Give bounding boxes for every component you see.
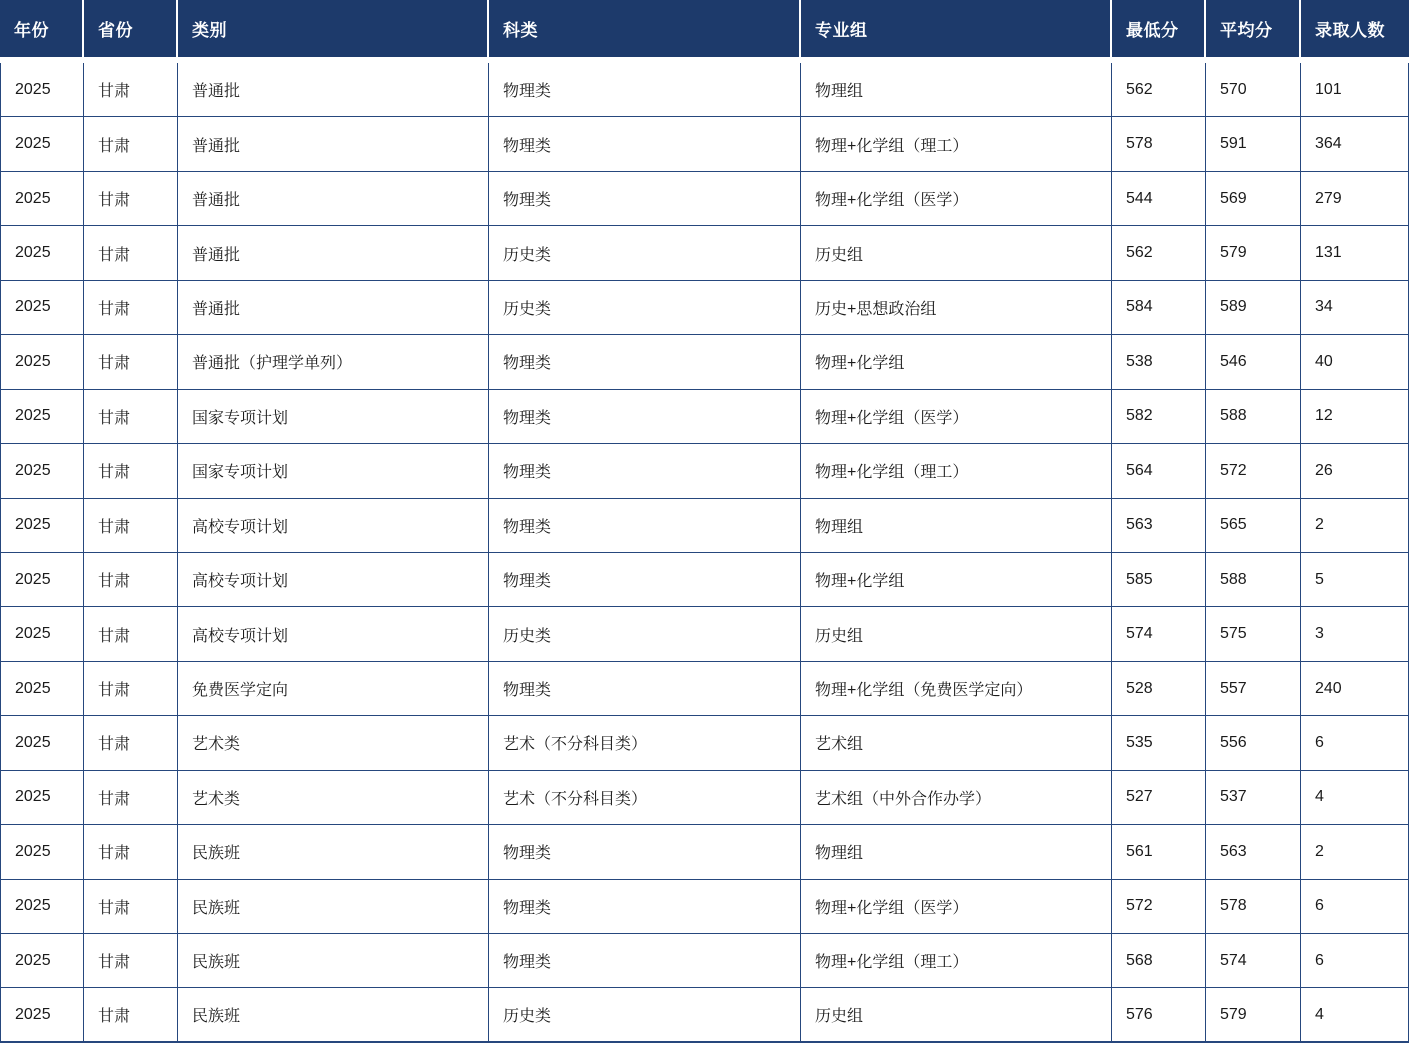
cell-admitted_count: 2	[1301, 499, 1409, 553]
cell-subject_type: 物理类	[489, 390, 801, 444]
cell-year: 2025	[0, 444, 84, 498]
cell-province: 甘肃	[84, 662, 178, 716]
table-row	[0, 499, 1409, 553]
cell-category: 普通批（护理学单列）	[178, 335, 489, 389]
cell-avg_score: 563	[1206, 825, 1301, 879]
cell-category: 普通批	[178, 226, 489, 280]
table-row	[0, 553, 1409, 607]
cell-admitted_count: 34	[1301, 281, 1409, 335]
cell-avg_score: 569	[1206, 172, 1301, 226]
cell-min_score: 544	[1112, 172, 1206, 226]
cell-subject_type: 艺术（不分科目类）	[489, 771, 801, 825]
cell-major_group: 物理+化学组（医学）	[801, 880, 1112, 934]
cell-admitted_count: 6	[1301, 934, 1409, 988]
cell-province: 甘肃	[84, 771, 178, 825]
cell-province: 甘肃	[84, 63, 178, 117]
cell-category: 高校专项计划	[178, 553, 489, 607]
cell-admitted_count: 40	[1301, 335, 1409, 389]
cell-major_group: 物理组	[801, 63, 1112, 117]
cell-year: 2025	[0, 226, 84, 280]
cell-major_group: 物理组	[801, 825, 1112, 879]
cell-subject_type: 历史类	[489, 281, 801, 335]
cell-subject_type: 物理类	[489, 172, 801, 226]
cell-year: 2025	[0, 825, 84, 879]
table-row	[0, 607, 1409, 661]
cell-subject_type: 历史类	[489, 988, 801, 1042]
cell-major_group: 物理+化学组	[801, 335, 1112, 389]
cell-admitted_count: 279	[1301, 172, 1409, 226]
cell-major_group: 历史组	[801, 226, 1112, 280]
cell-min_score: 576	[1112, 988, 1206, 1042]
cell-category: 民族班	[178, 825, 489, 879]
cell-category: 普通批	[178, 117, 489, 171]
cell-major_group: 艺术组	[801, 716, 1112, 770]
header-cell-province: 省份	[84, 0, 178, 57]
cell-min_score: 563	[1112, 499, 1206, 553]
cell-category: 民族班	[178, 934, 489, 988]
table-row	[0, 662, 1409, 716]
cell-subject_type: 物理类	[489, 335, 801, 389]
cell-year: 2025	[0, 607, 84, 661]
table-header-row	[0, 0, 1409, 57]
cell-subject_type: 物理类	[489, 934, 801, 988]
cell-admitted_count: 26	[1301, 444, 1409, 498]
cell-min_score: 528	[1112, 662, 1206, 716]
cell-province: 甘肃	[84, 553, 178, 607]
cell-admitted_count: 12	[1301, 390, 1409, 444]
cell-avg_score: 579	[1206, 988, 1301, 1042]
cell-major_group: 历史组	[801, 607, 1112, 661]
header-cell-category: 类别	[178, 0, 489, 57]
cell-avg_score: 557	[1206, 662, 1301, 716]
cell-major_group: 物理组	[801, 499, 1112, 553]
cell-year: 2025	[0, 880, 84, 934]
cell-admitted_count: 131	[1301, 226, 1409, 280]
table-row	[0, 988, 1409, 1042]
cell-major_group: 物理+化学组	[801, 553, 1112, 607]
cell-category: 民族班	[178, 880, 489, 934]
table-row	[0, 172, 1409, 226]
cell-subject_type: 物理类	[489, 444, 801, 498]
cell-avg_score: 572	[1206, 444, 1301, 498]
cell-province: 甘肃	[84, 934, 178, 988]
cell-major_group: 物理+化学组（医学）	[801, 172, 1112, 226]
table-row	[0, 880, 1409, 934]
cell-category: 国家专项计划	[178, 390, 489, 444]
cell-category: 普通批	[178, 281, 489, 335]
table-row	[0, 716, 1409, 770]
cell-province: 甘肃	[84, 390, 178, 444]
table-row	[0, 335, 1409, 389]
cell-min_score: 535	[1112, 716, 1206, 770]
cell-province: 甘肃	[84, 444, 178, 498]
cell-province: 甘肃	[84, 172, 178, 226]
cell-province: 甘肃	[84, 880, 178, 934]
cell-category: 国家专项计划	[178, 444, 489, 498]
cell-min_score: 568	[1112, 934, 1206, 988]
cell-subject_type: 物理类	[489, 117, 801, 171]
table-row	[0, 63, 1409, 117]
cell-avg_score: 537	[1206, 771, 1301, 825]
cell-min_score: 572	[1112, 880, 1206, 934]
cell-major_group: 物理+化学组（免费医学定向）	[801, 662, 1112, 716]
header-cell-subject_type: 科类	[489, 0, 801, 57]
cell-category: 免费医学定向	[178, 662, 489, 716]
cell-admitted_count: 364	[1301, 117, 1409, 171]
cell-province: 甘肃	[84, 117, 178, 171]
cell-year: 2025	[0, 662, 84, 716]
cell-major_group: 物理+化学组（理工）	[801, 934, 1112, 988]
cell-avg_score: 565	[1206, 499, 1301, 553]
cell-major_group: 物理+化学组（医学）	[801, 390, 1112, 444]
cell-subject_type: 物理类	[489, 499, 801, 553]
cell-major_group: 物理+化学组（理工）	[801, 117, 1112, 171]
cell-admitted_count: 5	[1301, 553, 1409, 607]
cell-category: 艺术类	[178, 771, 489, 825]
cell-year: 2025	[0, 499, 84, 553]
table-row	[0, 825, 1409, 879]
cell-category: 普通批	[178, 172, 489, 226]
cell-year: 2025	[0, 553, 84, 607]
cell-subject_type: 物理类	[489, 662, 801, 716]
cell-category: 高校专项计划	[178, 607, 489, 661]
cell-major_group: 艺术组（中外合作办学）	[801, 771, 1112, 825]
table-row	[0, 771, 1409, 825]
cell-min_score: 564	[1112, 444, 1206, 498]
cell-min_score: 585	[1112, 553, 1206, 607]
cell-avg_score: 546	[1206, 335, 1301, 389]
header-cell-year: 年份	[0, 0, 84, 57]
cell-avg_score: 570	[1206, 63, 1301, 117]
cell-avg_score: 575	[1206, 607, 1301, 661]
cell-avg_score: 578	[1206, 880, 1301, 934]
cell-avg_score: 574	[1206, 934, 1301, 988]
cell-major_group: 历史+思想政治组	[801, 281, 1112, 335]
cell-admitted_count: 4	[1301, 988, 1409, 1042]
cell-category: 高校专项计划	[178, 499, 489, 553]
cell-admitted_count: 3	[1301, 607, 1409, 661]
cell-avg_score: 591	[1206, 117, 1301, 171]
cell-year: 2025	[0, 172, 84, 226]
cell-year: 2025	[0, 281, 84, 335]
cell-province: 甘肃	[84, 335, 178, 389]
cell-category: 艺术类	[178, 716, 489, 770]
cell-avg_score: 588	[1206, 553, 1301, 607]
cell-category: 普通批	[178, 63, 489, 117]
cell-subject_type: 物理类	[489, 880, 801, 934]
cell-major_group: 历史组	[801, 988, 1112, 1042]
cell-avg_score: 556	[1206, 716, 1301, 770]
cell-subject_type: 历史类	[489, 607, 801, 661]
cell-min_score: 574	[1112, 607, 1206, 661]
table-row	[0, 117, 1409, 171]
cell-subject_type: 物理类	[489, 63, 801, 117]
table-row	[0, 281, 1409, 335]
cell-subject_type: 物理类	[489, 825, 801, 879]
header-cell-admitted_count: 录取人数	[1301, 0, 1409, 57]
table-body	[0, 63, 1409, 1043]
cell-min_score: 562	[1112, 63, 1206, 117]
cell-year: 2025	[0, 335, 84, 389]
cell-subject_type: 物理类	[489, 553, 801, 607]
header-cell-min_score: 最低分	[1112, 0, 1206, 57]
table-row	[0, 934, 1409, 988]
cell-year: 2025	[0, 771, 84, 825]
cell-admitted_count: 101	[1301, 63, 1409, 117]
cell-min_score: 527	[1112, 771, 1206, 825]
cell-min_score: 578	[1112, 117, 1206, 171]
cell-province: 甘肃	[84, 226, 178, 280]
cell-year: 2025	[0, 117, 84, 171]
table-row	[0, 444, 1409, 498]
cell-avg_score: 589	[1206, 281, 1301, 335]
cell-admitted_count: 6	[1301, 880, 1409, 934]
cell-province: 甘肃	[84, 281, 178, 335]
cell-year: 2025	[0, 988, 84, 1042]
cell-year: 2025	[0, 390, 84, 444]
cell-province: 甘肃	[84, 988, 178, 1042]
cell-subject_type: 历史类	[489, 226, 801, 280]
cell-min_score: 582	[1112, 390, 1206, 444]
table-row	[0, 390, 1409, 444]
cell-avg_score: 579	[1206, 226, 1301, 280]
cell-year: 2025	[0, 63, 84, 117]
cell-year: 2025	[0, 934, 84, 988]
cell-category: 民族班	[178, 988, 489, 1042]
header-cell-major_group: 专业组	[801, 0, 1112, 57]
cell-admitted_count: 2	[1301, 825, 1409, 879]
cell-min_score: 538	[1112, 335, 1206, 389]
cell-min_score: 584	[1112, 281, 1206, 335]
cell-province: 甘肃	[84, 716, 178, 770]
cell-subject_type: 艺术（不分科目类）	[489, 716, 801, 770]
cell-min_score: 562	[1112, 226, 1206, 280]
cell-province: 甘肃	[84, 607, 178, 661]
header-cell-avg_score: 平均分	[1206, 0, 1301, 57]
cell-admitted_count: 4	[1301, 771, 1409, 825]
cell-min_score: 561	[1112, 825, 1206, 879]
cell-avg_score: 588	[1206, 390, 1301, 444]
table-row	[0, 226, 1409, 280]
cell-province: 甘肃	[84, 499, 178, 553]
cell-major_group: 物理+化学组（理工）	[801, 444, 1112, 498]
cell-admitted_count: 6	[1301, 716, 1409, 770]
cell-year: 2025	[0, 716, 84, 770]
cell-province: 甘肃	[84, 825, 178, 879]
cell-admitted_count: 240	[1301, 662, 1409, 716]
